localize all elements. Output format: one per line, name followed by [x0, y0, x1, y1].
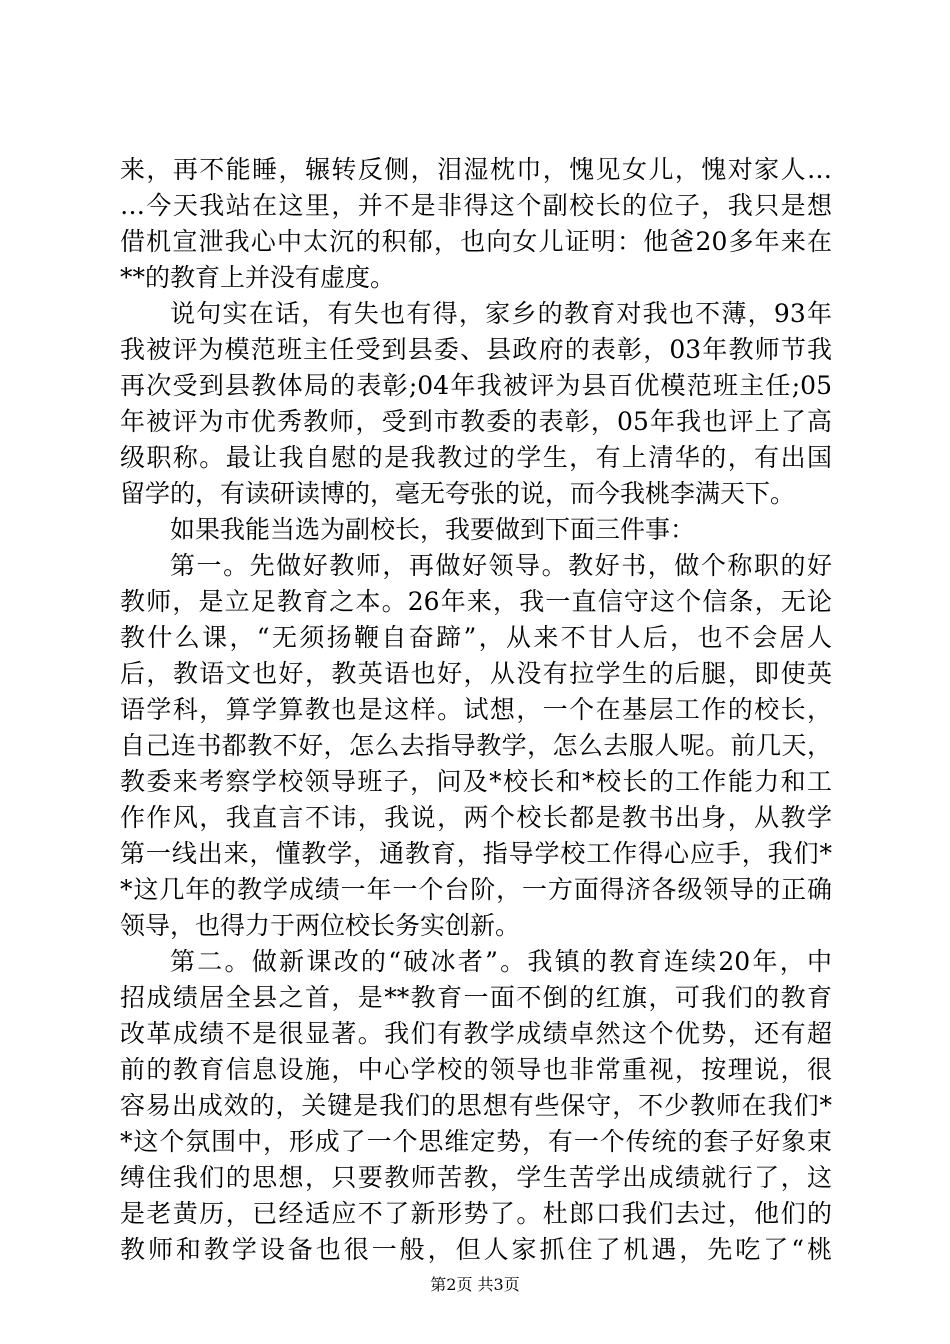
paragraph-first-line: 第二。做新课改的“破冰者”。我镇的教育连续20年，中	[170, 947, 832, 976]
text-line: *这几年的教学成绩一年一个台阶，一方面得济各级领导的正确	[120, 875, 832, 904]
page-footer: 第2页 共3页	[430, 1275, 520, 1294]
text-line: 留学的，有读研读博的，毫无夸张的说，而今我桃李满天下。	[120, 479, 796, 508]
text-line: 教师和教学设备也很一般，但人家抓住了机遇，先吃了“桃	[120, 1235, 832, 1264]
text-line: 前的教育信息设施，中心学校的领导也非常重视，按理说，很	[120, 1055, 832, 1084]
text-line: 借机宣泄我心中太沉的积郁，也向女儿证明：他爸20多年来在	[120, 227, 832, 256]
text-line: **的教育上并没有虚度。	[120, 263, 396, 292]
paragraph-first-line: 第一。先做好教师，再做好领导。教好书，做个称职的好	[170, 551, 832, 580]
text-line: 作作风，我直言不讳，我说，两个校长都是教书出身，从教学	[120, 803, 832, 832]
text-line: 年被评为市优秀教师，受到市教委的表彰，05年我也评上了高	[120, 407, 832, 436]
text-line: 是老黄历，已经适应不了新形势了。杜郎口我们去过，他们的	[120, 1199, 832, 1228]
text-line: 我被评为模范班主任受到县委、县政府的表彰，03年教师节我	[120, 335, 832, 364]
text-line: 后，教语文也好，教英语也好，从没有拉学生的后腿，即使英	[120, 659, 832, 688]
text-line: 缚住我们的思想，只要教师苦教，学生苦学出成绩就行了，这	[120, 1163, 832, 1192]
text-line: 改革成绩不是很显著。我们有教学成绩卓然这个优势，还有超	[120, 1019, 832, 1048]
text-line: 容易出成效的，关键是我们的思想有些保守，不少教师在我们*	[120, 1091, 832, 1120]
text-line: *这个氛围中，形成了一个思维定势，有一个传统的套子好象束	[120, 1127, 832, 1156]
text-line: 教师，是立足教育之本。26年来，我一直信守这个信条，无论	[120, 587, 832, 616]
text-line: 教什么课，“无须扬鞭自奋蹄”，从来不甘人后，也不会居人	[120, 623, 832, 652]
text-line: 来，再不能睡，辗转反侧，泪湿枕巾，愧见女儿，愧对家人…	[120, 155, 832, 184]
text-line: 领导，也得力于两位校长务实创新。	[120, 911, 521, 940]
text-line: 再次受到县教体局的表彰;04年我被评为县百优模范班主任;05	[120, 371, 832, 400]
paragraph-first-line: 如果我能当选为副校长，我要做到下面三件事：	[170, 515, 696, 544]
text-line: 语学科，算学算教也是这样。试想，一个在基层工作的校长，	[120, 695, 832, 724]
text-line: …今天我站在这里，并不是非得这个副校长的位子，我只是想	[120, 191, 832, 220]
text-line: 第一线出来，懂教学，通教育，指导学校工作得心应手，我们*	[120, 839, 832, 868]
text-line: 自己连书都教不好，怎么去指导教学，怎么去服人呢。前几天，	[120, 731, 832, 760]
text-line: 级职称。最让我自慰的是我教过的学生，有上清华的，有出国	[120, 443, 832, 472]
text-line: 教委来考察学校领导班子，问及*校长和*校长的工作能力和工	[120, 767, 832, 796]
text-line: 招成绩居全县之首，是**教育一面不倒的红旗，可我们的教育	[120, 983, 832, 1012]
paragraph-first-line: 说句实在话，有失也有得，家乡的教育对我也不薄，93年	[170, 299, 832, 328]
